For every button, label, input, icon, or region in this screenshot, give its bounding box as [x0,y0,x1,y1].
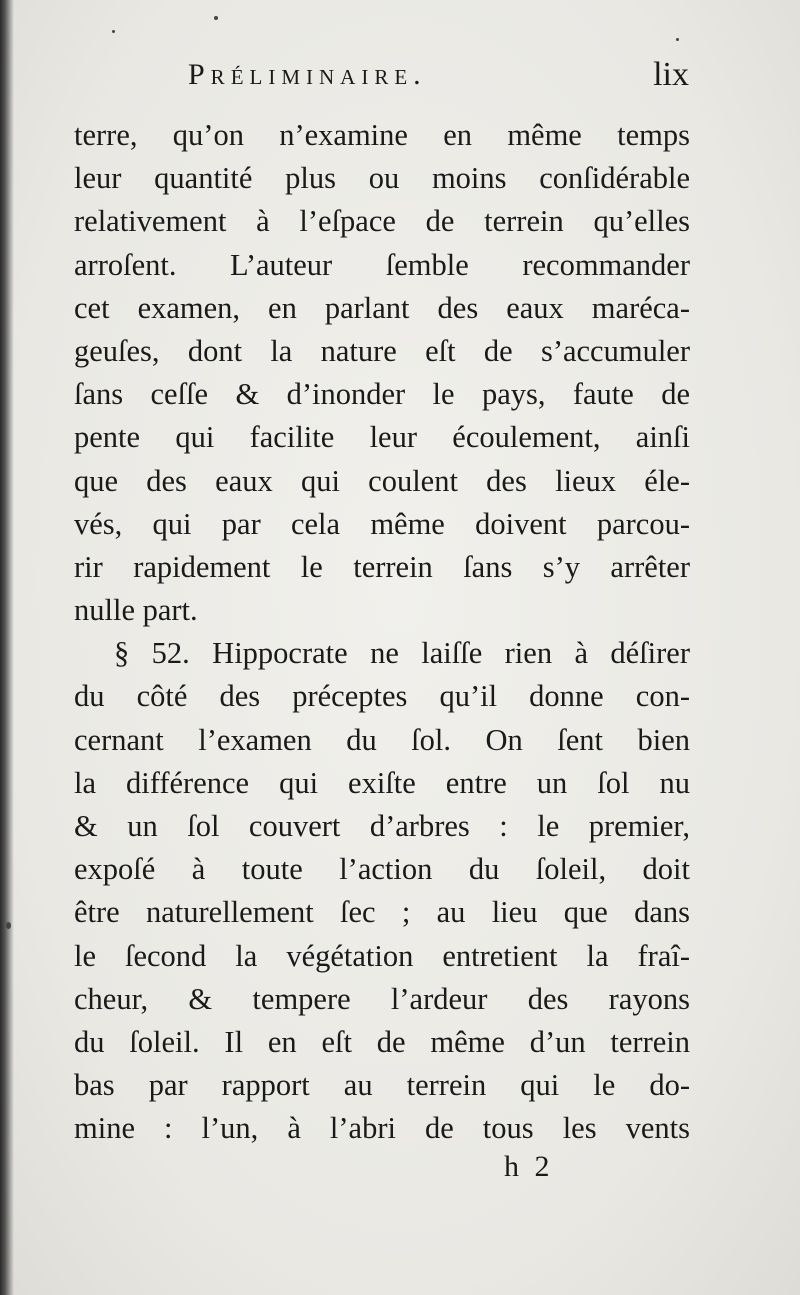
ink-speck [214,16,218,20]
paragraph-start-line: § 52. Hippocrate ne laiſſe rien à déſirer [114,636,690,671]
text-line: terre, qu’on n’examine en même temps [74,118,690,152]
text-line: relativement à l’eſpace de terrein qu’elles [74,204,690,239]
text-line: arroſent. L’auteur ſemble recommander [74,247,690,282]
text-line: cheur, & tempere l’ardeur des rayons [74,981,690,1016]
text-line: bas par rapport au terrein qui le do- [74,1068,690,1103]
text-line: & un ſol couvert d’arbres : le premier, [74,809,690,843]
text-line: geuſes, dont la nature eſt de s’accumuler [74,333,690,368]
text-line: que des eaux qui coulent des lieux éle- [74,463,690,498]
text-line: le ſecond la végétation entretient la fraî- [74,938,690,973]
text-line: la différence qui exiſte entre un ſol nu [74,765,690,800]
text-line: nulle part. [74,593,198,628]
signature-mark: h 2 [504,1150,554,1183]
text-line: ſans ceſſe & d’inonder le pays, faute de [74,377,690,412]
text-line: pente qui facilite leur écoulement, ainſi [74,420,690,455]
ink-speck [6,922,11,929]
body-text [74,114,690,1151]
running-head: Préliminaire. [188,58,427,91]
text-line: vés, qui par cela même doivent parcou- [74,506,690,541]
text-line: être naturellement ſec ; au lieu que dans [74,895,690,930]
page-header [188,56,703,106]
text-line: rir rapidement le terrein ſans s’y arrêter [74,549,690,584]
text-line: cet examen, en parlant des eaux maréca- [74,290,690,325]
text-line: du côté des préceptes qu’il donne con- [74,679,690,714]
page-shadow-edge [0,0,14,1295]
text-line: du ſoleil. Il en eſt de même d’un terrein [74,1024,690,1059]
text-line: mine : l’un, à l’abri de tous les vents [74,1111,690,1146]
text-line: leur quantité plus ou moins conſidérable [74,161,690,196]
page-number: lix [653,56,689,93]
text-line: expoſé à toute l’action du ſoleil, doit [74,852,690,887]
ink-speck [112,30,115,33]
text-line: cernant l’examen du ſol. On ſent bien [74,722,690,757]
ink-speck [676,38,679,41]
